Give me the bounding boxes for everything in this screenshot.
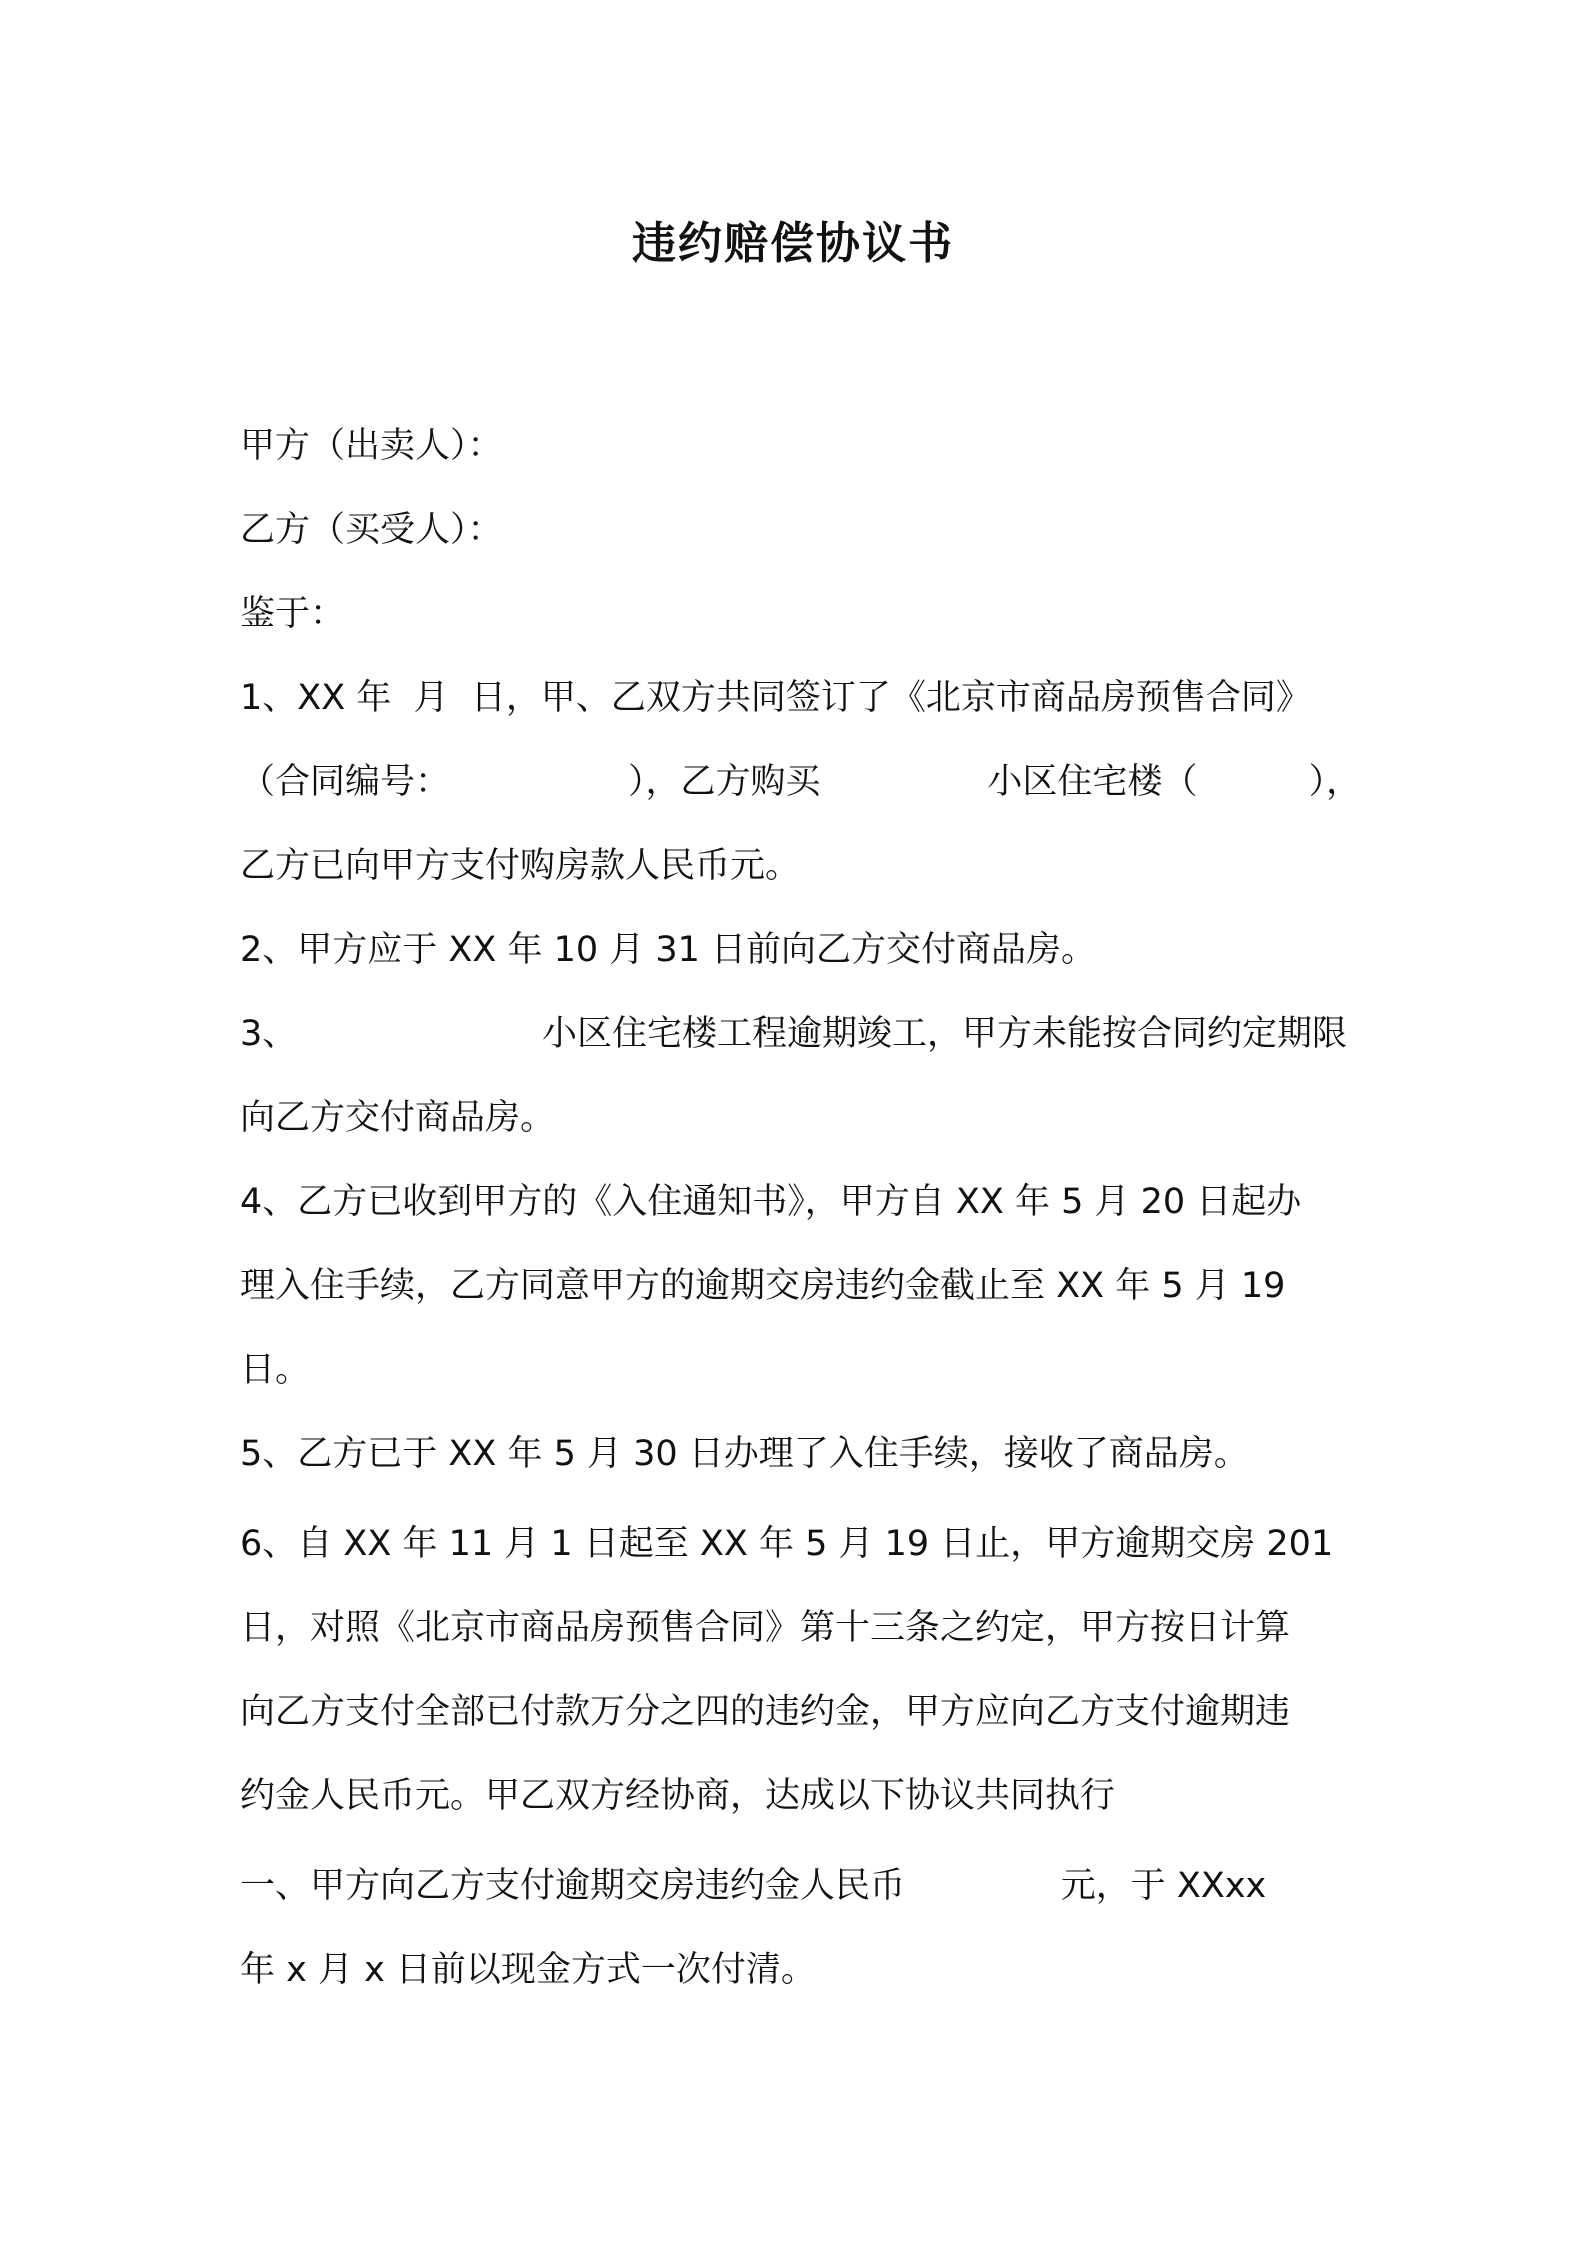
whereas-line: 鉴于： (240, 594, 346, 634)
clause-5-line: 5、乙方已于 XX 年 5 月 30 日办理了入住手续，接收了商品房。 (240, 1434, 1249, 1474)
clause-4-line-2: 理入住手续，乙方同意甲方的逾期交房违约金截止至 XX 年 5 月 19 (240, 1266, 1286, 1306)
clause-2-line: 2、甲方应于 XX 年 10 月 31 日前向乙方交付商品房。 (240, 930, 1097, 970)
party-b-line: 乙方（买受人）： (240, 510, 503, 550)
agreement-1-line-1: 一、甲方向乙方支付逾期交房违约金人民币 元，于 XXxx (240, 1866, 1267, 1906)
clause-1-line-1: 1、XX 年 月 日，甲、乙双方共同签订了《北京市商品房预售合同》 (240, 678, 1311, 718)
clause-3-line-2: 向乙方交付商品房。 (240, 1098, 556, 1138)
party-a-line: 甲方（出卖人）： (240, 426, 503, 466)
clause-6-line-1: 6、自 XX 年 11 月 1 日起至 XX 年 5 月 19 日止，甲方逾期交房 201 (240, 1524, 1334, 1564)
agreement-1-line-2: 年 x 月 x 日前以现金方式一次付清。 (240, 1950, 816, 1990)
clause-4-line-3: 日。 (240, 1350, 311, 1390)
clause-1-line-3: 乙方已向甲方支付购房款人民币元。 (240, 846, 801, 886)
clause-3-line-1: 3、 小区住宅楼工程逾期竣工，甲方未能按合同约定期限 (240, 1014, 1348, 1054)
document-body (240, 404, 1360, 2012)
clause-4-line-1: 4、乙方已收到甲方的《入住通知书》，甲方自 XX 年 5 月 20 日起办 (240, 1182, 1302, 1222)
clause-6-line-3: 向乙方支付全部已付款万分之四的违约金，甲方应向乙方支付逾期违 (240, 1692, 1291, 1732)
clause-6-line-4: 约金人民币元。甲乙双方经协商，达成以下协议共同执行 (240, 1776, 1116, 1816)
clause-6-line-2: 日，对照《北京市商品房预售合同》第十三条之约定，甲方按日计算 (240, 1608, 1291, 1648)
document-title: 违约赔偿协议书 (632, 218, 954, 269)
clause-1-line-2: （合同编号： ），乙方购买 小区住宅楼（ ）， (240, 762, 1362, 802)
